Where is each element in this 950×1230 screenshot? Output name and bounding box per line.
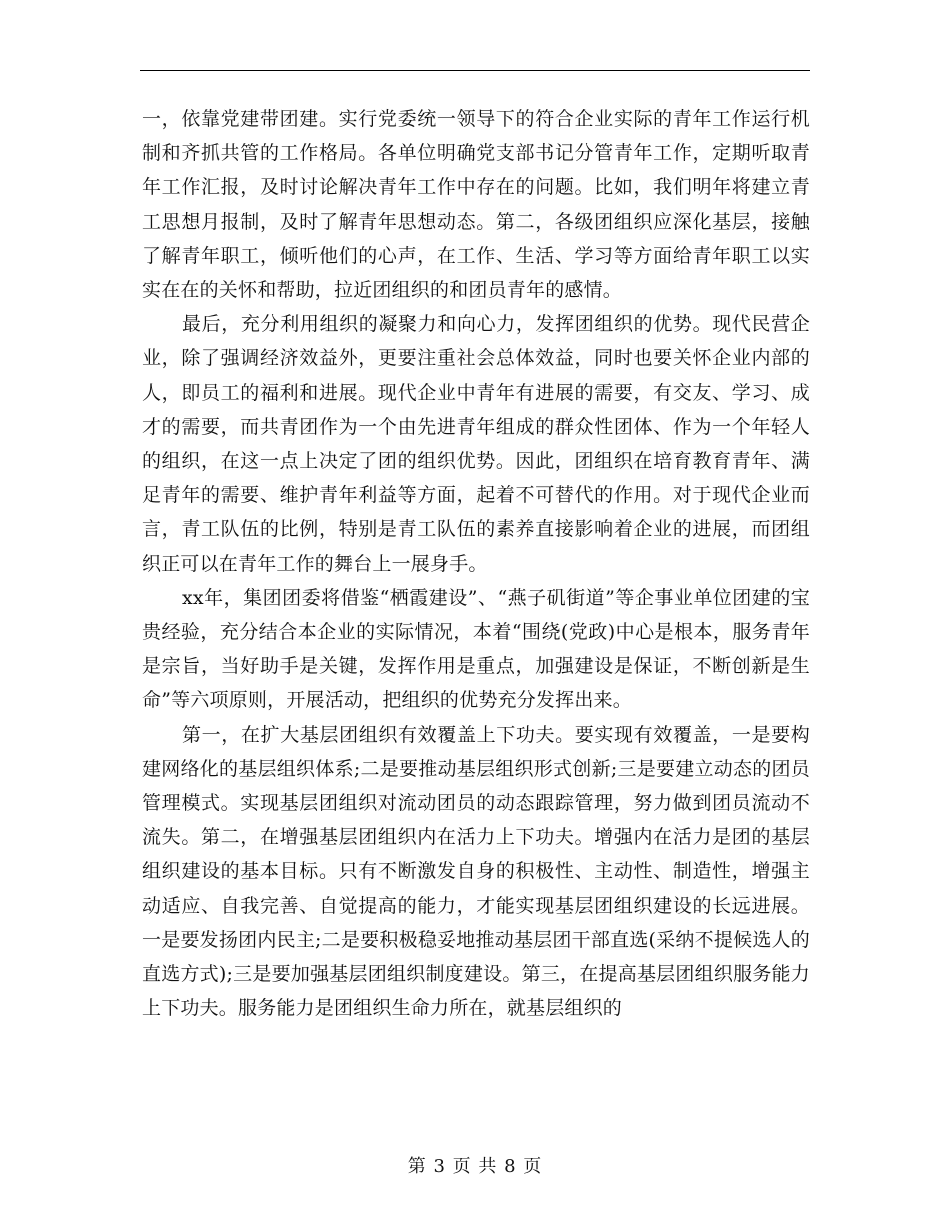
- paragraph-1: 一，依靠党建带团建。实行党委统一领导下的符合企业实际的青年工作运行机制和齐抓共管的工作格局。各单位明确党支部书记分管青年工作，定期听取青年工作汇报，及时讨论解决青年工作中存在的问题。比如，我们明年将建立青工思想月报制，及时了解青年思想动态。第二，各级团组织应深化基层，接触了解青年职工，倾听他们的心声，在工作、生活、学习等方面给青年职工以实实在在的关怀和帮助，拉近团组织的和团员青年的感情。: [142, 108, 810, 302]
- paragraph-3: xx年，集团团委将借鉴“栖霞建设”、“燕子矶街道”等企事业单位团建的宝贵经验，充分结合本企业的实际情况，本着“围绕(党政)中心是根本，服务青年是宗旨，当好助手是关键，发挥作用是重点，加强建设是保证，不断创新是生命”等六项原则，开展活动，把组织的优势充分发挥出来。: [142, 586, 810, 712]
- paragraph-4: 第一，在扩大基层团组织有效覆盖上下功夫。要实现有效覆盖，一是要构建网络化的基层组织体系;二是要推动基层组织形式创新;三是要建立动态的团员管理模式。实现基层团组织对流动团员的动态跟踪管理，努力做到团员流动不流失。第二，在增强基层团组织内在活力上下功夫。增强内在活力是团的基层组织建设的基本目标。只有不断激发自身的积极性、主动性、制造性，增强主动适应、自我完善、自觉提高的能力，才能实现基层团组织建设的长远进展。一是要发扬团内民主;二是要积极稳妥地推动基层团干部直选(采纳不提候选人的直选方式);三是要加强基层团组织制度建设。第三，在提高基层团组织服务能力上下功夫。服务能力是团组织生命力所在，就基层组织的: [142, 723, 810, 1020]
- paragraph-2: 最后，充分利用组织的凝聚力和向心力，发挥团组织的优势。现代民营企业，除了强调经济效益外，更要注重社会总体效益，同时也要关怀企业内部的人，即员工的福利和进展。现代企业中青年有进展的需要，有交友、学习、成才的需要，而共青团作为一个由先进青年组成的群众性团体、作为一个年轻人的组织，在这一点上决定了团的组织优势。因此，团组织在培育教育青年、满足青年的需要、维护青年利益等方面，起着不可替代的作用。对于现代企业而言，青工队伍的比例，特别是青工队伍的素养直接影响着企业的进展，而团组织正可以在青年工作的舞台上一展身手。: [142, 313, 810, 575]
- header-rule: [140, 70, 810, 71]
- document-body: [142, 102, 810, 1025]
- page-number: 第 3 页 共 8 页: [407, 1156, 543, 1177]
